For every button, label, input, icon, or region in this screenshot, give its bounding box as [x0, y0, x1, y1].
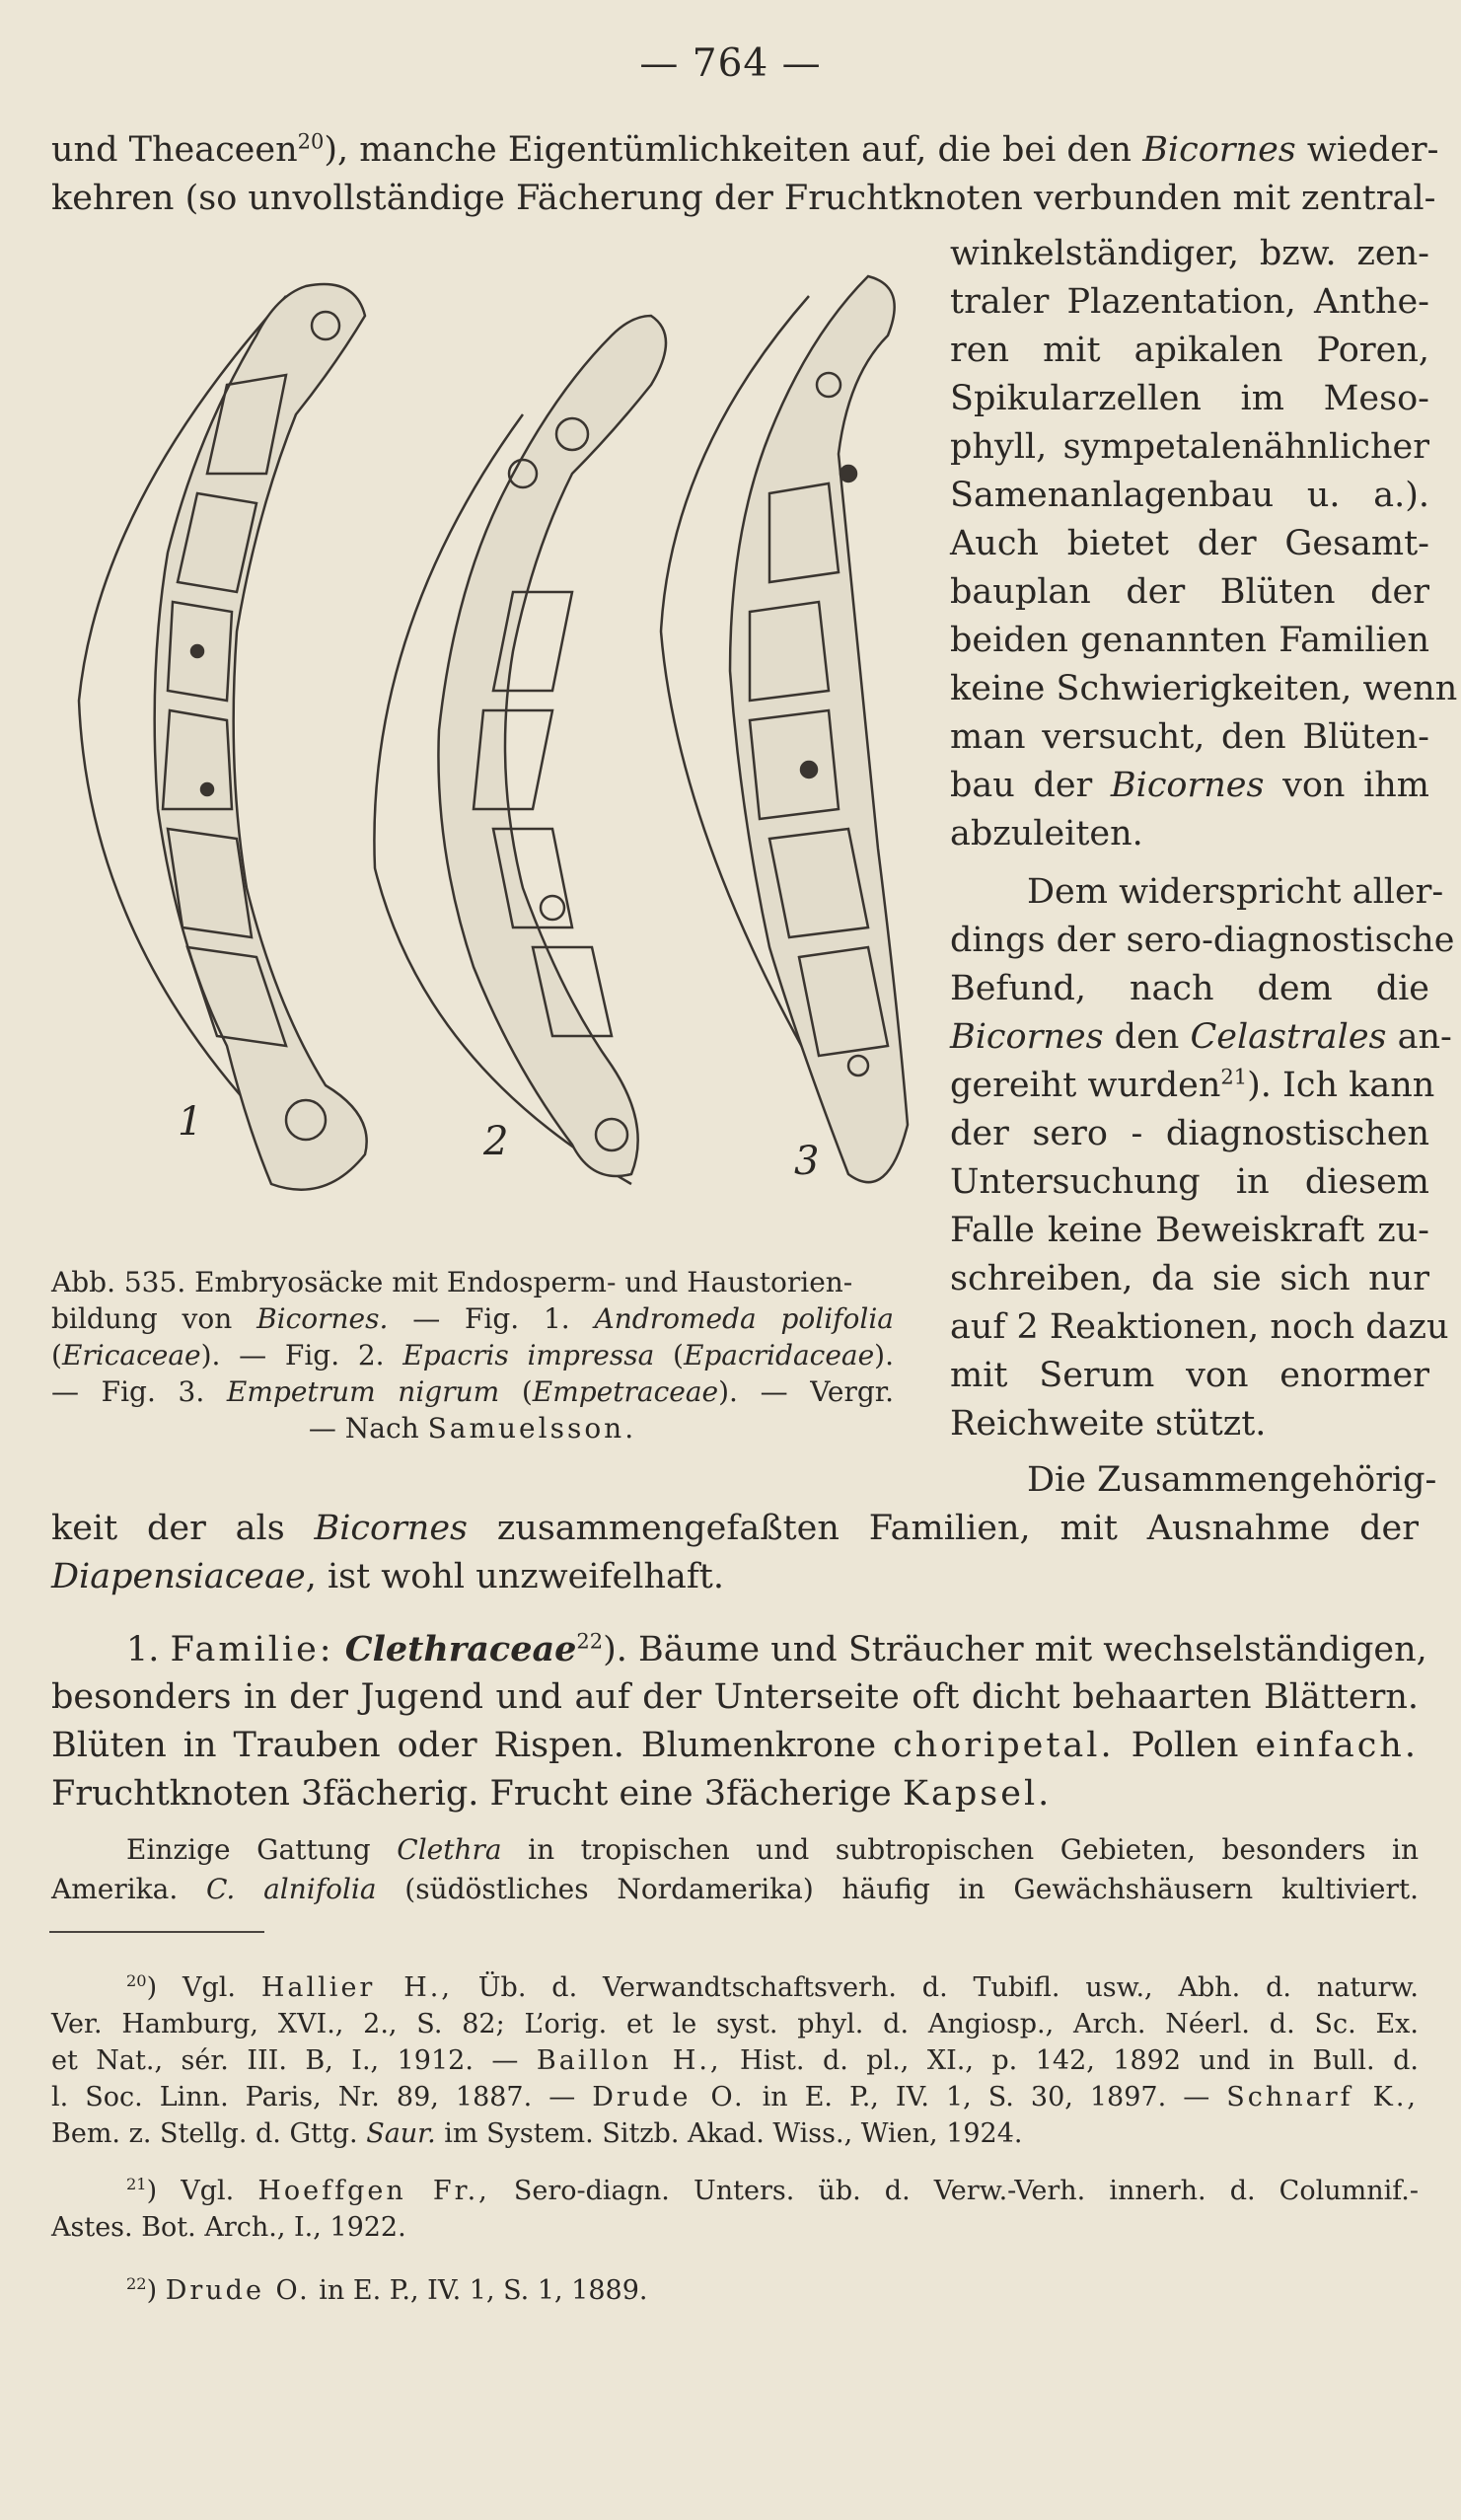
body-line: bau der Bicornes von ihm [950, 766, 1429, 805]
small-paragraph: Einzige Gattung Clethra in tropischen und subtropischen Gebieten, besonders in [126, 1833, 1419, 1866]
footnote-22: $^{22}$) Drude O. in E. P., IV. 1, S. 1, 1889. [126, 2274, 648, 2306]
footnote-20: et Nat., sér. III. B, I., 1912. — Baillon H., Hist. d. pl., XI., p. 142, 1892 und in Bull. d. [51, 2045, 1419, 2076]
body-line: winkelständiger, bzw. zen- [950, 234, 1429, 273]
body-line: ren mit apikalen Poren, [950, 331, 1429, 370]
body-line: keit der als Bicornes zusammengefaßten Familien, mit Ausnahme der [51, 1509, 1419, 1548]
body-line: der sero - diagnostischen [950, 1114, 1429, 1153]
page-number: — 764 — [639, 41, 822, 86]
body-line: Spikularzellen im Meso- [950, 379, 1429, 418]
small-paragraph: Amerika. C. alnifolia (südöstliches Nordamerika) häufig in Gewächshäusern kultiviert. [51, 1873, 1419, 1905]
body-line: schreiben, da sie sich nur [950, 1259, 1429, 1298]
footnote-20: l. Soc. Linn. Paris, Nr. 89, 1887. — Drude O. in E. P., IV. 1, S. 30, 1897. — Schnarf K., [51, 2082, 1419, 2112]
fig-label-2: 2 [483, 1119, 509, 1164]
body-line: Untersuchung in diesem [950, 1162, 1429, 1202]
body-line: Reichweite stützt. [950, 1404, 1267, 1444]
body-line: Blüten in Trauben oder Rispen. Blumenkrone choripetal. Pollen einfach. [51, 1726, 1419, 1765]
body-line: bauplan der Blüten der [950, 572, 1429, 612]
body-line: Bicornes den Celastrales an- [950, 1017, 1452, 1057]
body-line: Befund, nach dem die [950, 969, 1429, 1008]
body-line: besonders in der Jugend und auf der Unterseite oft dicht behaarten Blättern. [51, 1677, 1419, 1717]
body-line: gereiht wurden$^{21}$). Ich kann [950, 1065, 1435, 1105]
body-line: mit Serum von enormer [950, 1356, 1429, 1395]
figure-caption: — Fig. 3. Empetrum nigrum (Empetraceae). — Vergr. [51, 1375, 894, 1408]
embryo-sac-figure [59, 257, 927, 1243]
footnote-21: Astes. Bot. Arch., I., 1922. [51, 2212, 406, 2243]
body-line: Dem widerspricht aller- [1027, 872, 1444, 912]
body-line: man versucht, den Blüten- [950, 717, 1429, 757]
body-line: kehren (so unvollständige Fächerung der Fruchtknoten verbunden mit zentral- [51, 179, 1436, 218]
body-line: Diapensiaceae, ist wohl unzweifelhaft. [51, 1557, 724, 1596]
footnote-20: Ver. Hamburg, XVI., 2., S. 82; L’orig. et le syst. phyl. d. Angiosp., Arch. Néerl. d. Sc. Ex. [51, 2009, 1419, 2039]
fig-label-3: 3 [794, 1139, 820, 1184]
body-line: Auch bietet der Gesamt- [950, 524, 1429, 563]
family-heading: 1. Familie: Clethraceae$^{22}$). Bäume und Sträucher mit wechselständigen, [126, 1629, 1427, 1669]
body-line: beiden genannten Familien [950, 621, 1429, 660]
body-line: dings der sero-diagnostische [950, 921, 1455, 960]
figure-caption: bildung von Bicornes. — Fig. 1. Andromeda polifolia [51, 1302, 894, 1335]
body-line: Fruchtknoten 3fächerig. Frucht eine 3fächerige Kapsel. [51, 1774, 1053, 1814]
body-line: phyll, sympetalenähnlicher [950, 427, 1429, 467]
body-line: Die Zusammengehörig- [1027, 1460, 1437, 1500]
figure-caption: — Nach Samuelsson. [308, 1412, 637, 1445]
body-line: traler Plazentation, Anthe- [950, 282, 1429, 322]
body-line: Samenanlagenbau u. a.). [950, 476, 1429, 515]
footnote-rule [49, 1931, 264, 1933]
body-line: Falle keine Beweiskraft zu- [950, 1211, 1429, 1250]
footnote-20: Bem. z. Stellg. d. Gttg. Saur. im System. Sitzb. Akad. Wiss., Wien, 1924. [51, 2118, 1023, 2149]
footnote-21: $^{21}$) Vgl. Hoeffgen Fr., Sero-diagn. Unters. üb. d. Verw.-Verh. innerh. d. Columnif.- [126, 2175, 1419, 2206]
body-line: abzuleiten. [950, 814, 1143, 853]
footnote-20: $^{20}$) Vgl. Hallier H., Üb. d. Verwandtschaftsverh. d. Tubifl. usw., Abh. d. naturw. [126, 1971, 1419, 2003]
body-line: keine Schwierigkeiten, wenn [950, 669, 1458, 708]
figure-caption: Abb. 535. Embryosäcke mit Endosperm- und Haustorien- [51, 1266, 853, 1298]
figure-caption: (Ericaceae). — Fig. 2. Epacris impressa (Epacridaceae). [51, 1339, 894, 1371]
body-line: auf 2 Reaktionen, noch dazu [950, 1307, 1449, 1347]
fig-label-1: 1 [178, 1099, 203, 1145]
body-line: und Theaceen$^{20}$), manche Eigentümlichkeiten auf, die bei den Bicornes wieder- [51, 129, 1439, 170]
